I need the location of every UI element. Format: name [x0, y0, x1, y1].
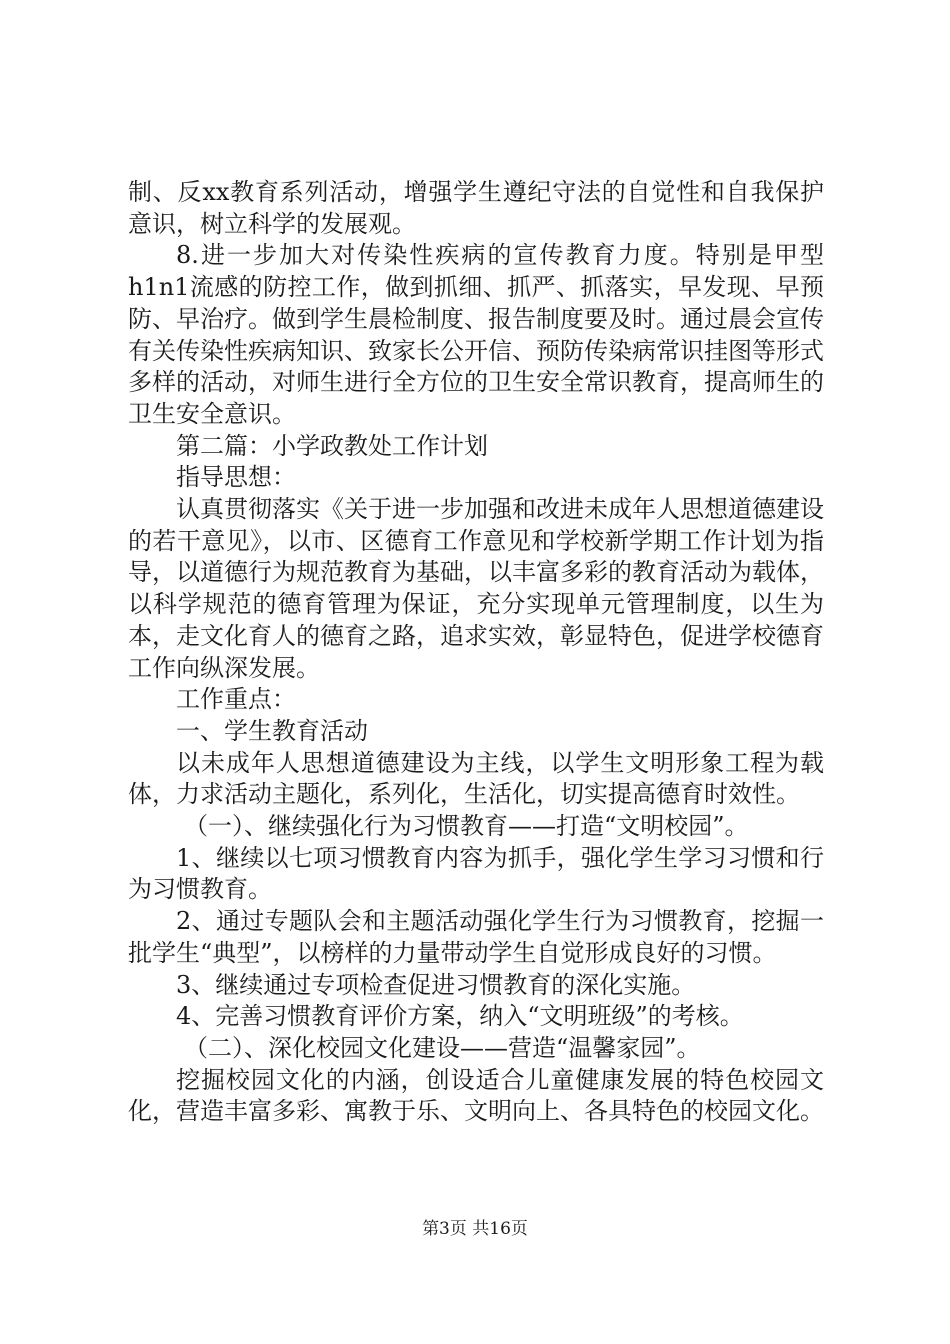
subheading: 指导思想：	[176, 463, 296, 492]
paragraph: 挖掘校园文化的内涵，创设适合儿童健康发展的特色校园文化，营造丰富多彩、寓教于乐、文明向上、各具特色的校园文化。	[128, 1065, 824, 1126]
subheading: （一）、继续强化行为习惯教育——打造“文明校园”。	[184, 812, 749, 841]
subheading: （二）、深化校园文化建设——营造“温馨家园”。	[184, 1033, 701, 1062]
subheading: 工作重点：	[176, 685, 296, 714]
section-heading: 第二篇：小学政教处工作计划	[176, 431, 488, 460]
list-item: 4、完善习惯教育评价方案，纳入“文明班级”的考核。	[176, 1002, 744, 1031]
paragraph: 制、反xx教育系列活动，增强学生遵纪守法的自觉性和自我保护意识，树立科学的发展观。	[128, 178, 824, 238]
page-footer: 第3页 共16页	[422, 1219, 528, 1239]
paragraph: 认真贯彻落实《关于进一步加强和改进未成年人思想道德建设的若干意见》，以市、区德育工作意见和学校新学期工作计划为指导，以道德行为规范教育为基础，以丰富多彩的教育活动为载体，以科学规范的德育管理为保证，充分实现单元管理制度，以生为本，走文化育人的德育之路，追求实效，彰显特色，促进学校德育工作向纵深发展。	[128, 495, 824, 682]
paragraph: 以未成年人思想道德建设为主线，以学生文明形象工程为载体，力求活动主题化，系列化，生活化，切实提高德育时效性。	[128, 748, 824, 809]
subheading: 一、学生教育活动	[176, 716, 368, 745]
list-item: 2、通过专题队会和主题活动强化学生行为习惯教育，挖掘一批学生“典型”，以榜样的力量带动学生自觉形成良好的习惯。	[128, 907, 824, 967]
list-item: 3、继续通过专项检查促进习惯教育的深化实施。	[176, 970, 696, 999]
list-item: 1、继续以七项习惯教育内容为抓手，强化学生学习习惯和行为习惯教育。	[128, 843, 824, 904]
paragraph: 8.进一步加大对传染性疾病的宣传教育力度。特别是甲型h1n1流感的防控工作，做到抓细、抓严、抓落实，早发现、早预防、早治疗。做到学生晨检制度、报告制度要及时。通过晨会宣传有关传染性疾病知识、致家长公开信、预防传染病常识挂图等形式多样的活动，对师生进行全方位的卫生安全常识教育，提高师生的卫生安全意识。	[128, 241, 824, 428]
document-body	[128, 177, 824, 1128]
